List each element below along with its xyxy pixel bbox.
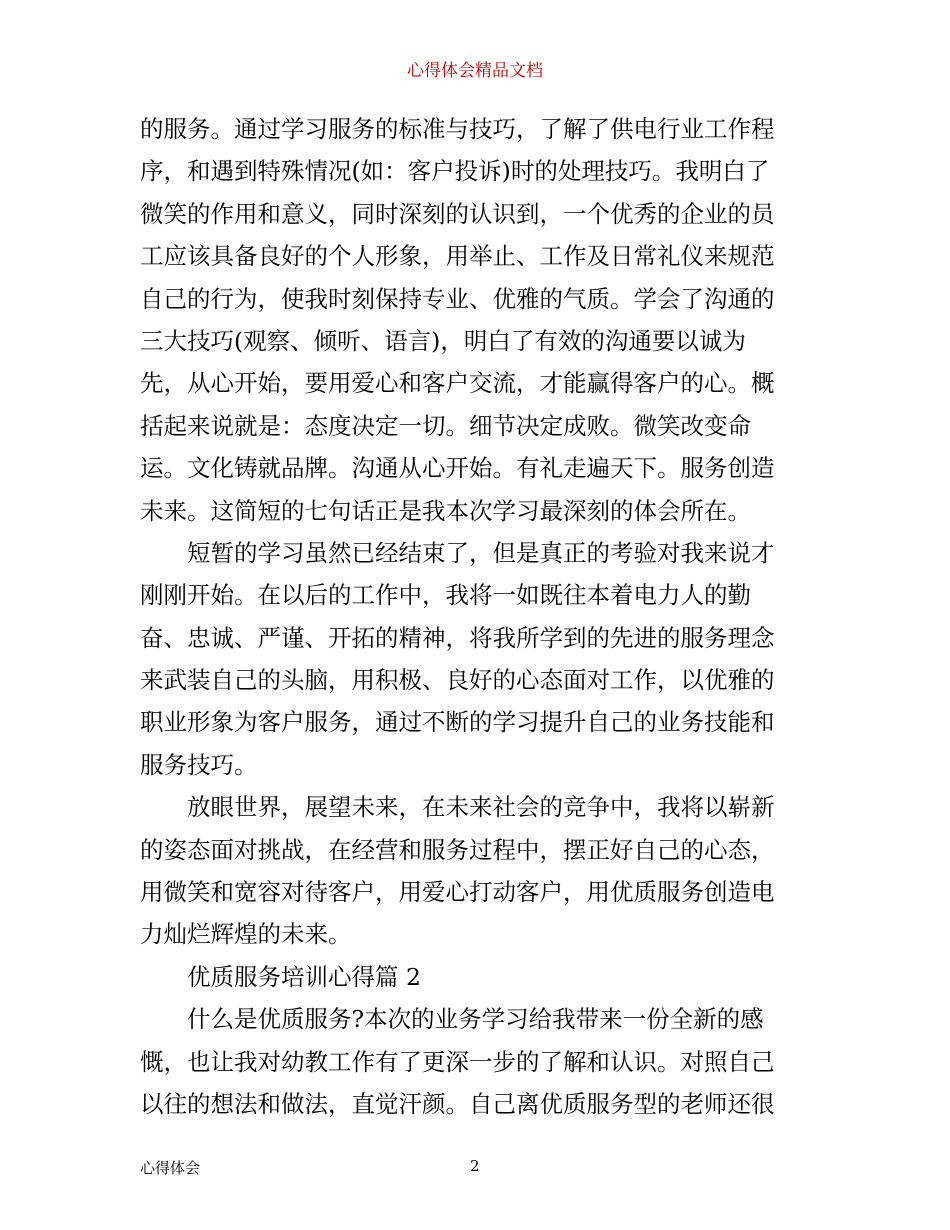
paragraph-first-line: 短暂的学习虽然已经结束了，但是真正的考验对我来说才 [187, 538, 775, 567]
paragraph-first-line: 放眼世界，展望未来，在未来社会的竞争中，我将以崭新 [187, 793, 775, 822]
text-line: 括起来说就是：态度决定一切。细节决定成败。微笑改变命 [140, 411, 751, 440]
text-line: 服务技巧。 [140, 750, 258, 779]
text-line: 先，从心开始，要用爱心和客户交流，才能赢得客户的心。概 [140, 369, 775, 398]
text-line: 的服务。通过学习服务的标准与技巧，了解了供电行业工作程 [140, 115, 775, 143]
text-line: 用微笑和宽容对待客户，用爱心打动客户，用优质服务创造电 [140, 878, 775, 907]
text-line: 刚刚开始。在以后的工作中，我将一如既往本着电力人的勤 [140, 581, 751, 610]
footer-label: 心得体会 [140, 1159, 201, 1177]
page-header: 心得体会精品文档 [407, 61, 543, 81]
text-line: 序，和遇到特殊情况(如：客户投诉)时的处理技巧。我明白了 [140, 157, 770, 186]
text-line: 来武装自己的头脑，用积极、良好的心态面对工作，以优雅的 [140, 666, 775, 695]
text-line: 以往的想法和做法，直觉汗颜。自己离优质服务型的老师还很 [140, 1089, 775, 1118]
text-line: 奋、忠诚、严谨、开拓的精神，将我所学到的先进的服务理念 [140, 623, 775, 652]
text-line: 的姿态面对挑战，在经营和服务过程中，摆正好自己的心态， [140, 835, 775, 864]
text-line: 自己的行为，使我时刻保持专业、优雅的气质。学会了沟通的 [140, 284, 775, 313]
text-line: 微笑的作用和意义，同时深刻的认识到，一个优秀的企业的员 [140, 199, 775, 228]
section-heading: 优质服务培训心得篇 2 [187, 962, 421, 991]
page-number: 2 [470, 1157, 480, 1175]
text-line: 慨，也让我对幼教工作有了更深一步的了解和认识。对照自己 [140, 1047, 775, 1076]
text-line: 力灿烂辉煌的未来。 [140, 920, 352, 949]
text-line: 未来。这简短的七句话正是我本次学习最深刻的体会所在。 [140, 496, 751, 525]
text-line: 三大技巧(观察、倾听、语言)，明白了有效的沟通要以诚为 [140, 326, 746, 355]
paragraph-first-line: 什么是优质服务?本次的业务学习给我带来一份全新的感 [187, 1005, 764, 1034]
text-line: 运。文化铸就品牌。沟通从心开始。有礼走遍天下。服务创造 [140, 454, 775, 483]
document-body [140, 108, 812, 1125]
text-line: 职业形象为客户服务，通过不断的学习提升自己的业务技能和 [140, 708, 775, 737]
text-line: 工应该具备良好的个人形象，用举止、工作及日常礼仪来规范 [140, 242, 775, 271]
